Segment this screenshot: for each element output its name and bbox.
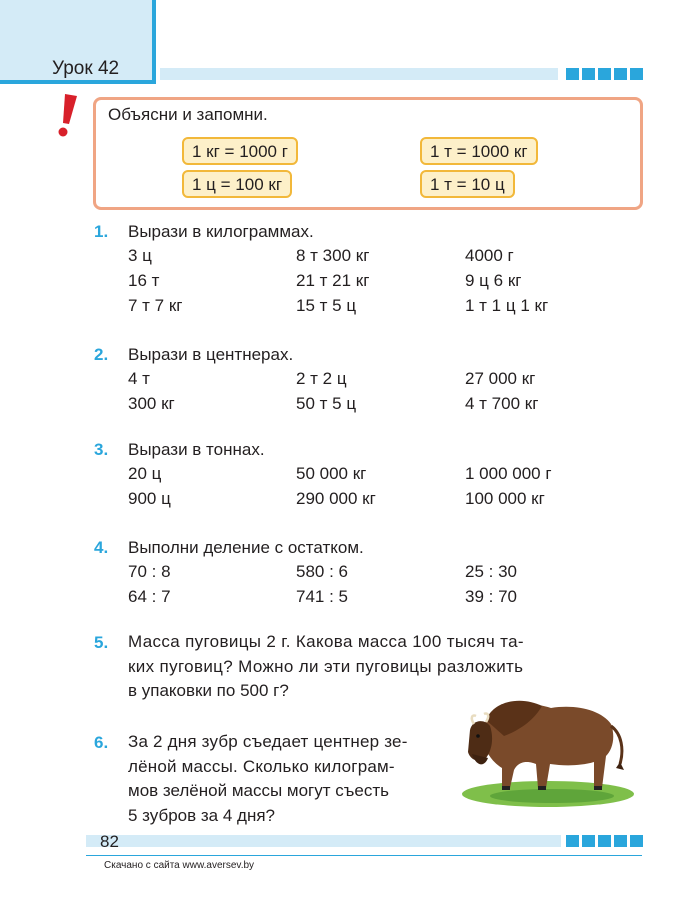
task-6-line: 5 зубров за 4 дня? — [128, 805, 275, 825]
task-4-item: 70 : 8 — [128, 562, 171, 581]
remember-box — [93, 97, 643, 210]
header-square — [598, 68, 611, 80]
footer-square — [630, 835, 643, 847]
task-6-line: За 2 дня зубр съедает центнер зе- — [128, 732, 408, 751]
task-5-number: 5. — [94, 633, 109, 652]
task-3-item: 290 000 кг — [296, 489, 376, 508]
task-2-item: 2 т 2 ц — [296, 369, 347, 388]
header-square — [630, 68, 643, 80]
formula-t-kg: 1 т = 1000 кг — [420, 137, 538, 165]
task-3-title: Вырази в тоннах. — [128, 440, 265, 459]
task-3-number: 3. — [94, 440, 109, 459]
task-4-item: 580 : 6 — [296, 562, 348, 581]
task-2-title: Вырази в центнерах. — [128, 345, 294, 364]
task-4-item: 25 : 30 — [465, 562, 517, 581]
footer-square — [598, 835, 611, 847]
task-2-item: 50 т 5 ц — [296, 394, 357, 413]
task-1-item: 8 т 300 кг — [296, 246, 370, 265]
task-4-title: Выполни деление с остатком. — [128, 538, 364, 557]
header-square — [566, 68, 579, 80]
task-3-item: 900 ц — [128, 489, 171, 508]
footer-square — [582, 835, 595, 847]
task-1-item: 9 ц 6 кг — [465, 271, 522, 290]
lesson-title: Урок 42 — [52, 58, 120, 79]
footer-square — [566, 835, 579, 847]
footer-square — [614, 835, 627, 847]
task-3-item: 100 000 кг — [465, 489, 545, 508]
task-4-item: 64 : 7 — [128, 587, 171, 606]
bison-illustration — [456, 690, 634, 808]
task-2-item: 4 т — [128, 369, 150, 388]
task-1-item: 7 т 7 кг — [128, 296, 183, 315]
footer-divider — [86, 855, 642, 856]
source-note: Скачано с сайта www.aversev.by — [104, 860, 255, 871]
task-2-number: 2. — [94, 345, 109, 364]
task-4-number: 4. — [94, 538, 109, 557]
task-1-item: 15 т 5 ц — [296, 296, 357, 315]
task-6-number: 6. — [94, 733, 109, 752]
task-1-title: Вырази в килограммах. — [128, 222, 314, 241]
task-1-item: 4000 г — [465, 246, 514, 265]
task-3-item: 1 000 000 г — [465, 464, 552, 483]
task-6-line: лёной массы. Сколько килограм- — [128, 756, 395, 776]
task-1-item: 21 т 21 кг — [296, 271, 370, 290]
task-1-item: 16 т — [128, 271, 160, 290]
formula-t-c: 1 т = 10 ц — [420, 170, 515, 198]
task-1-item: 3 ц — [128, 246, 152, 265]
task-1-item: 1 т 1 ц 1 кг — [465, 296, 549, 315]
header-square — [614, 68, 627, 80]
header-stripe — [160, 68, 558, 80]
task-6-text — [128, 730, 408, 828]
task-2-item: 4 т 700 кг — [465, 394, 539, 413]
task-3-item: 50 000 кг — [296, 464, 367, 483]
task-2-item: 300 кг — [128, 394, 175, 413]
header-square — [582, 68, 595, 80]
task-5-line: Масса пуговицы 2 г. Какова масса 100 тысяч та- — [128, 632, 524, 651]
exclamation-icon — [56, 92, 78, 138]
task-5-line: ких пуговиц? Можно ли эти пуговицы разложить — [128, 656, 524, 676]
formula-c-kg: 1 ц = 100 кг — [182, 170, 292, 198]
task-4-item: 741 : 5 — [296, 587, 348, 606]
formula-kg-g: 1 кг = 1000 г — [182, 137, 298, 165]
task-6-line: мов зелёной массы могут съесть — [128, 781, 389, 800]
task-4-item: 39 : 70 — [465, 587, 517, 606]
remember-heading: Объясни и запомни. — [108, 105, 268, 124]
task-2-item: 27 000 кг — [465, 369, 536, 388]
task-1-number: 1. — [94, 222, 109, 241]
task-5-line: в упаковки по 500 г? — [128, 681, 289, 700]
footer-stripe — [86, 835, 561, 847]
task-3-item: 20 ц — [128, 464, 162, 483]
page-number: 82 — [100, 832, 119, 851]
